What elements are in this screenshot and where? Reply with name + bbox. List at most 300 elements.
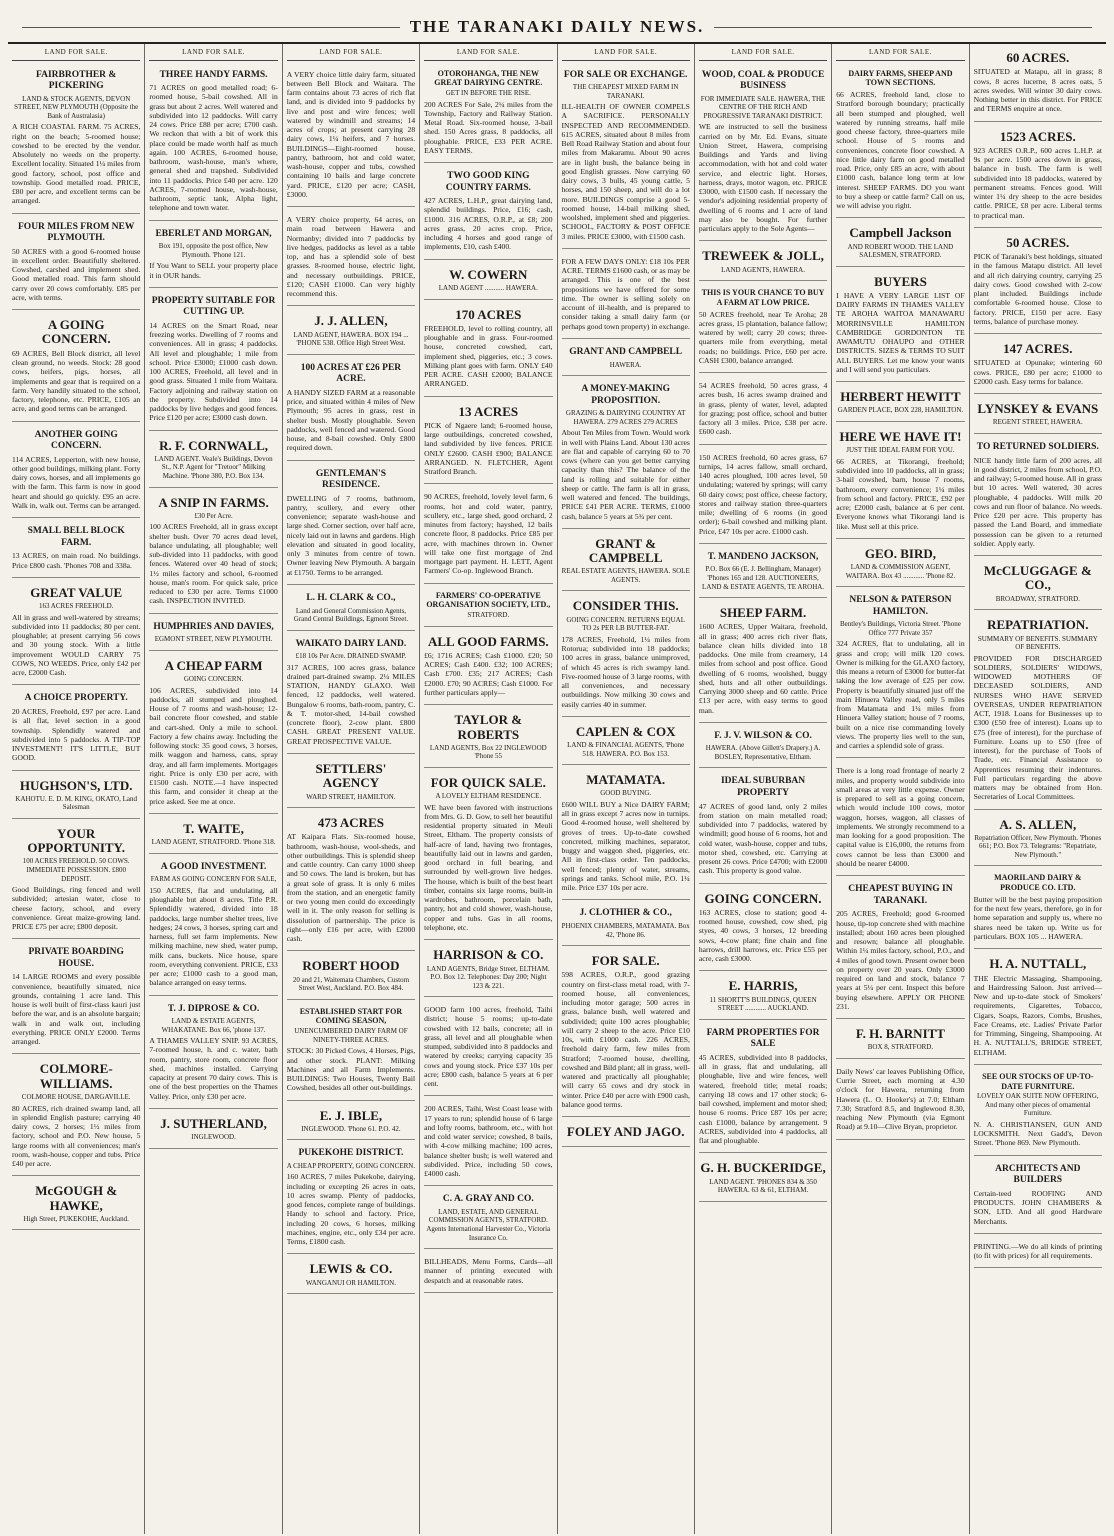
advertisement bbox=[424, 303, 552, 397]
ad-heading: Campbell Jackson bbox=[849, 225, 952, 241]
column-4 bbox=[420, 44, 557, 1534]
ad-heading: FOLEY AND JAGO. bbox=[566, 1124, 685, 1140]
ad-heading: E. HARRIS, bbox=[728, 978, 798, 994]
ad-subheading: 11 SHORTT'S BUILDINGS, QUEEN STREET ............ AUCKLAND. bbox=[709, 995, 817, 1013]
advertisement bbox=[836, 65, 964, 219]
ad-body: 50 ACRES with a good 6-roomed house in excellent order. Beautifully sheltered. Cowshed, carshed and implement shed. Good metalled road. This farm should carry over 20 cows comfortably. £85 per acre, with terms. bbox=[12, 246, 141, 302]
ad-body: 923 ACRES O.R.P., 600 acres L.H.P. at 9s per acre. 1500 acres down in grass, balance in bush. The farm is well subdivided into 18 paddocks, watered by permanent streams. Fences good. Will winter 1¼ dry sheep to the acre besides cattle. PRICE, £8 per acre. Liberal terms to practical man. bbox=[973, 145, 1102, 220]
advertisement bbox=[836, 761, 964, 876]
ad-heading: H. A. NUTTALL, bbox=[989, 956, 1087, 972]
ad-body: PRINTING.—We do all kinds of printing (to fit with prices) for all requirements. bbox=[973, 1241, 1102, 1261]
advertisement bbox=[699, 376, 827, 445]
advertisement bbox=[836, 879, 964, 1019]
ad-heading: HUGHSON'S, LTD. bbox=[19, 777, 133, 793]
ad-body: 324 ACRES, flat to undulating, all in grass and crop; will milk 120 cows. Owner is milking for the GLAXO factory, this means a return of £3000 for butter-fat taking the low average of £25 per cow. Property is beautifully situated just off the main Hinuera Valley road, only 5 miles from Matamata and 1¼ miles from Hinuera Valley station; house of 7 rooms, built on a nice rise commanding lovely views. The property lies well to the sun, and carries a splendid sole of grass. bbox=[836, 639, 965, 751]
ad-subheading: STRATFORD. bbox=[467, 611, 510, 620]
advertisement bbox=[562, 594, 690, 716]
column-header: LAND FOR SALE. bbox=[12, 46, 140, 61]
ad-subheading: SUMMARY OF BENEFITS. SUMMARY OF BENEFITS. bbox=[977, 634, 1098, 652]
ad-heading: F. J. V. WILSON & CO. bbox=[714, 730, 812, 741]
ad-heading: PUKEKOHE DISTRICT. bbox=[298, 1148, 404, 1159]
ad-heading: ALL GOOD FARMS. bbox=[427, 633, 549, 649]
advertisement bbox=[12, 521, 140, 578]
ad-body: 90 ACRES, freehold, lovely level farm, 6 rooms, hot and cold water, pantry, scullery, etc., large shed, good orchard, 2 minutes from factory; hayshed, 12 bails concrete floor, 8 paddocks. Price £85 per acre, with machines thrown in. Owner will take one first mortgage of 2nd mortgage part payment. H. LETT, Agent Farmers' Co-op. Inglewood Branch. bbox=[424, 492, 553, 576]
advertisement bbox=[424, 630, 552, 706]
ad-heading: 60 ACRES. bbox=[1006, 50, 1070, 65]
ad-body: 14 LARGE ROOMS and every possible convenience, beautifully situated, nice grounds, containing 1 acre land. This house is well built of first-class kauri just before the war, and is an absolute bargain; walk in and walk out, including everything. PRICE ONLY £2000. Terms arranged. bbox=[12, 972, 141, 1047]
ad-subheading: A LOVELY ELTHAM RESIDENCE. bbox=[435, 792, 542, 801]
ad-heading: 473 ACRES bbox=[317, 815, 384, 831]
advertisement bbox=[562, 65, 690, 249]
ad-body: 47 ACRES of good land, only 2 miles from station on main metalled road; subdivided into 7 paddocks, watered by windmill; good house of 6 rooms, hot and cold water, wash-house, copper and tubs, motor shed, cowshed, etc. Carrying at present 26 cows. Price £4700; with £2000 cash. This property is good value. bbox=[698, 801, 828, 876]
advertisement bbox=[562, 903, 690, 946]
ad-body: SITUATED at Opunake; wintering 60 cows. PRICE, £80 per acre; £1000 to £2000 cash. Easy terms for balance. bbox=[973, 358, 1102, 386]
advertisement bbox=[974, 952, 1102, 1065]
column-5 bbox=[558, 44, 695, 1534]
advertisement bbox=[562, 1120, 690, 1147]
advertisement bbox=[836, 270, 964, 383]
advertisement bbox=[149, 434, 277, 488]
advertisement bbox=[836, 542, 964, 587]
advertisement bbox=[12, 313, 140, 421]
advertisement bbox=[12, 1057, 140, 1176]
ad-body: 54 ACRES freehold, 50 acres grass, 4 acres bush, 16 acres swamp drained and in grass, plenty of water, level, adapted for grazing; post office, school and butter factory all 3 miles. Price, £38 per acre. £600 cash. bbox=[698, 381, 828, 437]
ad-heading: 13 ACRES bbox=[458, 403, 519, 419]
advertisement bbox=[12, 217, 140, 311]
ad-heading: ESTABLISHED START FOR COMING SEASON, bbox=[299, 1006, 403, 1026]
ad-body: 50 ACRES freehold, near Te Aroha; 28 acres grass, 15 plantation, balance fallow; watered by well; carry 20 cows; three-quarters mile from everything, metal roads; no buildings. Price, £60 per acre. CASH £300, balance arranged. bbox=[698, 309, 828, 365]
advertisement bbox=[149, 999, 277, 1109]
advertisement bbox=[12, 822, 140, 939]
ad-subheading: AND ROBERT WOOD. THE LAND SALESMEN, STRATFORD. bbox=[847, 242, 954, 260]
advertisement bbox=[974, 613, 1102, 809]
ad-subheading: GOING CONCERN. RETURNS EQUAL TO 2s PER LB BUTTER-FAT. bbox=[566, 615, 685, 633]
ad-heading: A GOING CONCERN. bbox=[41, 317, 111, 347]
ad-subheading: WANGANUI OR HAMILTON. bbox=[305, 1278, 396, 1287]
advertisement bbox=[424, 1189, 552, 1249]
column-header: LAND FOR SALE. bbox=[424, 46, 552, 61]
advertisement bbox=[699, 1023, 827, 1154]
advertisement bbox=[699, 448, 827, 544]
ad-body: 66 ACRES, at Tikorangi, freehold; subdivided into 10 paddocks, all in grass; 3-bail cowshed, barn, house 7 rooms, bathroom, every convenience; 1¼ miles from school and factory. PRICE, £92 per acre; £2000 cash, balance at 6 per cent. Everyone knows what Tikorangi land is like. Must sell at this price. bbox=[836, 456, 965, 531]
ad-heading: McGOUGH & HAWKE, bbox=[35, 1183, 118, 1213]
ad-heading: ANOTHER GOING CONCERN. bbox=[34, 429, 118, 452]
ad-subheading: LAND AGENTS, Box 22 INGLEWOOD 'Phone 55 bbox=[429, 743, 547, 761]
ad-body: NICE handy little farm of 200 acres, all in good district, 2 miles from school, P.O. and railway; 5-roomed house. All in grass but 10 acres. Well watered, 30 acres ploughable, 4 paddocks. Will milk 20 cows and run floor of balance. No weeds. Price £20 per acre. This property has passed the Land Board, and immediate possession can be given to a returned soldier. Apply early. bbox=[973, 455, 1102, 548]
ad-heading: A SNIP IN FARMS. bbox=[158, 494, 269, 510]
ad-heading: T. WAITE, bbox=[183, 820, 244, 836]
ad-body: 69 ACRES, Bell Block district, all level clean ground, no weeds. Stock: 28 good cows, heifers, pigs, horses, all implements and gear that is required on a farm. Very handily situated to the school, factory, telephone, etc. PRICE, £105 an acre, and good terms can be arranged. bbox=[12, 348, 141, 414]
ad-body: Daily News' car leaves Publishing Office, Currie Street, each morning at 4.30 o'clock for Hawera, returning from Hawera (L. O. Hooker's) at 7.0; Eltham 7.30; Stratford 8.5, and Inglewood 8.30, reaching New Plymouth (via Egmont Road) at 9.10—Clive Bryan, proprietor. bbox=[836, 1066, 965, 1132]
ad-heading: LYNSKEY & EVANS bbox=[977, 401, 1099, 417]
ad-heading: FOR SALE. bbox=[591, 953, 660, 969]
ad-body: A VERY choice property, 64 acres, on main road between Hawera and Normanby; divided into 7 paddocks by live hedges, paddocks as level as a table top, and has a splendid sole of best grasses. 8-roomed house, electric light, and necessary outbuildings. PRICE, £120; CASH £1000. Can very highly recommend this. bbox=[286, 215, 416, 299]
ad-subheading: LAND & ESTATE AGENTS, WHAKATANE. Box 66, 'phone 137. bbox=[161, 1017, 266, 1034]
ad-heading: SHEEP FARM. bbox=[719, 605, 807, 621]
ad-subheading: Box 191, opposite the post office, New Plymouth. 'Phone 121. bbox=[158, 242, 269, 259]
advertisement bbox=[287, 757, 415, 808]
advertisement bbox=[287, 1104, 415, 1141]
advertisement bbox=[12, 65, 140, 214]
ad-heading: FAIRBROTHER & PICKERING bbox=[36, 69, 117, 92]
ad-subheading: £30 Per Acre. bbox=[194, 511, 233, 520]
ad-body: All in grass and well-watered by streams; subdivided into 11 paddocks; 80 per cent. ploughable; at present carrying 56 cows and 30 young stock. With a little improvement WOULD CARRY 75 COWS, NO WEEDS. Price, only £42 per acre, £2000 Cash. bbox=[12, 612, 141, 678]
advertisement bbox=[836, 221, 964, 266]
ad-heading: A GOOD INVESTMENT. bbox=[160, 861, 267, 872]
ad-heading: TO RETURNED SOLDIERS. bbox=[976, 442, 1099, 453]
ad-subheading: REGENT STREET, HAWERA. bbox=[992, 418, 1083, 427]
advertisement bbox=[424, 166, 552, 260]
advertisement bbox=[12, 774, 140, 819]
ad-body: 45 ACRES, subdivided into 8 paddocks, all in grass, flat and undulating, all ploughable, live and wire fences, well watered, freehold title; metal roads; carrying 18 cows and 17 other stock; 6-bail cowshed, implement and motor shed; house 6 rooms. Price £87 10s per acre; cash £1000, balance by arrangement. 9 ACRES, subdivided into 4 paddocks, all flat and ploughable. bbox=[698, 1052, 828, 1146]
ad-heading: IDEAL SUBURBAN PROPERTY bbox=[720, 776, 806, 799]
advertisement bbox=[287, 464, 415, 585]
advertisement bbox=[562, 720, 690, 765]
columns-container bbox=[8, 44, 1106, 1534]
advertisement bbox=[699, 974, 827, 1019]
column-header: LAND FOR SALE. bbox=[562, 46, 690, 61]
ad-body: WE are instructed to sell the business carried on by Mr. Ed. Evans, situate Union Street, Hawera, comprising Buildings and Yards and living accommodation, with hot and cold water service, and electric light. Horses, harness, drays, motor wagon, etc. PRICE £3000, with £1500 cash. If necessary the vendor's adjoining residential property of dwelling of 6 rooms and 1 acre of land may also be bought. For further particulars apply to the Sole Agents— bbox=[698, 122, 828, 234]
ad-body: I HAVE A VERY LARGE LIST OF DAIRY FARMS IN THAMES VALLEY TE AROHA WAITOA MANAWARU MORRINSVILLE HAMILTON CAMBRIDGE GORDONTON TE AWAMUTU OHAUPO and OTHER DISTRICTS. SIZES & TERMS TO SUIT ALL BUYERS. Let me know your wants and I will send you particulars. bbox=[836, 290, 965, 374]
ad-heading: SMALL BELL BLOCK FARM. bbox=[27, 526, 125, 548]
advertisement bbox=[699, 244, 827, 281]
ad-subheading: THE CHEAPEST MIXED FARM IN TARANAKI. bbox=[572, 83, 679, 100]
ad-subheading: £18 10s Per Acre. DRAINED SWAMP. bbox=[295, 652, 407, 661]
advertisement bbox=[287, 1257, 415, 1294]
ad-body: A VERY choice little dairy farm, situated between Bell Block and Waitara. The farm contains about 73 acres of rich flat land, and is divided into 9 paddocks by live and post and wire fences; well watered by windmill and streams; 14 acres of crops; at present carrying 28 dairy cows, 1¼ heifers, and 7 horses. BUILDINGS—Eight-roomed house, pantry, bathroom, hot and cold water, wash-house, copper and tubs, cowshed containing 10 bails and large concrete yard. PRICE, £120 per acre; CASH, £3000. bbox=[286, 69, 416, 199]
advertisement bbox=[699, 547, 827, 598]
masthead bbox=[8, 14, 1106, 44]
ad-subheading: LAND & COMMISSION AGENT, WAITARA. Box 43 ............ 'Phone 82. bbox=[845, 563, 956, 580]
column-8 bbox=[970, 44, 1106, 1534]
ad-heading: MAORILAND DAIRY & PRODUCE CO. LTD. bbox=[994, 873, 1082, 893]
ad-heading: W. COWERN bbox=[449, 266, 528, 282]
ad-heading: HUMPHRIES AND DAVIES, bbox=[153, 621, 274, 632]
ad-heading: PRIVATE BOARDING HOUSE. bbox=[28, 947, 124, 969]
ad-subheading: 20 and 21, Waitemata Chambers, Custom Street West, Auckland. P.O. Box 484. bbox=[292, 975, 410, 993]
ad-heading: R. F. CORNWALL, bbox=[159, 437, 269, 453]
advertisement bbox=[287, 1143, 415, 1254]
column-header: LAND FOR SALE. bbox=[287, 46, 415, 61]
ad-body: N. A. CHRISTIANSEN, GUN AND LOCKSMITH. Next Gadd's, Devon Street. 'Phone 869. New Plymouth. bbox=[973, 1119, 1102, 1148]
ad-heading: WOOD, COAL & PRODUCE BUSINESS bbox=[701, 69, 825, 92]
ad-heading: T. MANDENO JACKSON, bbox=[707, 551, 819, 562]
ad-subheading: P.O. Box 66 (E. J. Bellingham, Manager) 'Phones 165 and 128. AUCTIONEERS, LAND & ESTATE AGENTS, TE AROHA. bbox=[702, 565, 825, 591]
advertisement bbox=[974, 869, 1102, 949]
ad-body: 150 ACRES freehold, 60 acres grass, 67 turnips, 14 acres fallow, small orchard, 140 acres ploughed, 100 acres level, 50 undulating; watered by springs; will carry 60 dairy cows; post office, cheese factory, stores and railway station three-quarters mile; dwelling of 6 rooms (in good order); 6-bail cowshed and milking plant. Price, £47 10s per acre. £1000 cash. bbox=[698, 452, 828, 536]
ad-heading: HARRISON & CO. bbox=[433, 947, 544, 963]
ad-heading: ARCHITECTS AND BUILDERS bbox=[995, 1163, 1081, 1186]
ad-heading: TAYLOR & ROBERTS bbox=[454, 712, 523, 742]
advertisement bbox=[974, 125, 1102, 228]
advertisement bbox=[562, 949, 690, 1117]
advertisement bbox=[699, 1156, 827, 1201]
ad-body: A THAMES VALLEY SNIP. 93 ACRES, 7-roomed house, h. and c. water, bath room, pantry, store room, concrete floor shed, machines installed. Carrying capacity at present 70 dairy cows. This is one of the best properties on the Thames Valley. Price, only £30 per acre. bbox=[149, 1036, 278, 1101]
ad-body: PICK of Taranaki's best holdings, situated in the famous Matapu district. All level and all rich dairying country, carrying 25 dairy cows. Good cowshed with 2-cow plant included. Buildings include comfortable 6-roomed house. Close to factory. PRICE, £150 per acre. Easy terms, balance of purchase money. bbox=[973, 252, 1102, 326]
ad-heading: CAPLEN & COX bbox=[575, 723, 676, 739]
ad-body: 1600 ACRES, Upper Waitara, freehold, all in grass; 400 acres rich river flats, balance clean hills divided into 18 paddocks. One mile from creamery, 14 miles from school and post office. Good dwelling of 6 rooms, woolshed, buggy shed, huts and all other outbuildings. Carrying 3000 sheep and 60 cattle. Price £13 per acre, with easy terms to good man. bbox=[698, 622, 828, 715]
advertisement bbox=[424, 65, 552, 164]
ad-body: 160 ACRES, 7 miles Pukekohe, dairying, including or excepting 26 acres in oats, 10 acres swamp. Plenty of paddocks, good fences, complete range of buildings. Handy to school and factory. Price, including 20 cows, 6 horses, milking machines, engine, etc., only £34 per acre. Terms, £1800 cash. bbox=[286, 1172, 416, 1247]
column-6 bbox=[695, 44, 832, 1534]
ad-heading: FARMERS' CO-OPERATIVE ORGANISATION SOCIETY, LTD., bbox=[426, 590, 551, 610]
advertisement bbox=[836, 1022, 964, 1059]
ad-body: 20 ACRES, Freehold, £97 per acre. Land is all flat, level section in a good township. Splendidly watered and subdivided into 5 paddocks. A TIP-TOP INVESTMENT! IT'S LITTLE, BUT GOOD. bbox=[12, 707, 141, 763]
ad-body: 598 ACRES, O.R.P., good grazing country on first-class metal road, with 7-roomed house, all conveniences, including motor garage; 500 acres in grass, balance bush, well watered and subdivided; quite 100 acres ploughable; will carry 2 sheep to the acre. Price £10 10s, with £1000 cash. 226 ACRES, freehold dairy farm, few miles from Stratford; 7-roomed house, dwelling, cowshed and Bild plant; all in grass, well-watered and practically all ploughable; will carry 65 cows and dry stock in winter. Price £40 per acre with £900 cash, balance good terms. bbox=[561, 970, 690, 1109]
ad-subheading: LAND AGENT. Veale's Buildings, Devon St., N.P. Agent for "Tretoor" Milking Machine. 'Phone 380, P.O. Box 134. bbox=[154, 454, 273, 481]
advertisement bbox=[424, 487, 552, 583]
ad-subheading: HAWERA. bbox=[609, 360, 642, 369]
advertisement bbox=[562, 768, 690, 900]
ad-body: 13 ACRES, on main road. No buildings. Price £800 cash. 'Phones 708 and 338a. bbox=[12, 551, 141, 570]
ad-subheading: A CHEAP PROPERTY, GOING CONCERN. bbox=[286, 1161, 416, 1170]
masthead-rule-right bbox=[714, 27, 1092, 28]
advertisement bbox=[287, 954, 415, 999]
ad-heading: 50 ACRES. bbox=[1006, 234, 1070, 250]
ad-body: 200 ACRES, Taihi, West Coast lease with 17 years to run; splendid house of 6 large and lofty rooms, bathroom, etc., with hot and cold water service; cowshed, 8 bails, with 4-cow milking machine; 100 acres, balance shelter bush; is well watered and subdivided. Price, including 50 cows, £4000 cash. bbox=[424, 1104, 553, 1179]
advertisement bbox=[699, 65, 827, 242]
ad-heading: COLMORE-WILLIAMS. bbox=[39, 1061, 113, 1091]
ad-subheading: GRAZING & DAIRYING COUNTRY AT HAWERA. 279 ACRES 279 ACRES bbox=[565, 409, 686, 426]
advertisement bbox=[287, 634, 415, 754]
ad-heading: SEE OUR STOCKS OF UP-TO-DATE FURNITURE. bbox=[982, 1071, 1094, 1091]
ad-subheading: INGLEWOOD. 'Phone 61. P.O. 42. bbox=[301, 1124, 401, 1133]
ad-heading: ROBERT HOOD bbox=[302, 958, 400, 974]
advertisement bbox=[424, 400, 552, 485]
ad-heading: WAIKATO DAIRY LAND. bbox=[295, 638, 407, 649]
advertisement bbox=[974, 337, 1102, 394]
ad-body: FOR A FEW DAYS ONLY: £18 10s PER ACRE. TERMS £1600 cash, or as may be arranged. This is one of the best propositions we have offered for some time. The owner is selling solely on account of ill-health, and is prepared to consider taking a small dairy farm (or perhaps good town property) in exchange. bbox=[561, 256, 690, 331]
ad-body: BILLHEADS, Menu Forms, Cards—all manner of printing executed with despatch and at reasonable rates. bbox=[424, 1257, 553, 1285]
ad-body: PROVIDED FOR DISCHARGED SOLDIERS, SOLDIERS' WIDOWS, WIDOWED MOTHERS OF DECEASED SOLDIERS, AND NURSES WHO HAVE SERVED OVERSEAS, UNDER REPATRIATION ACT, 1918. Loans for Businesses up to £300 (£50 free of interest). Loans up to £75 (free of interest), for the purchase of Furniture. Loans up to £50 (free of interest), for the purchase of Tools of Trade, etc. Financial Assistance to Apprentices resuming their indentures. Full particulars regarding the above matters may be obtained from Hon. Secretaries of Local Committees. bbox=[973, 653, 1102, 802]
advertisement bbox=[424, 1252, 552, 1293]
advertisement bbox=[424, 1099, 552, 1186]
advertisement bbox=[699, 771, 827, 883]
ad-subheading: 100 ACRES FREEHOLD. 50 COWS. IMMEDIATE POSSESSION. £800 DEPOSIT. bbox=[22, 857, 130, 883]
advertisement bbox=[836, 425, 964, 539]
advertisement bbox=[12, 942, 140, 1054]
column-7 bbox=[832, 44, 969, 1534]
ad-heading: 1523 ACRES. bbox=[999, 128, 1076, 144]
ad-heading: 100 ACRES AT £26 PER ACRE. bbox=[300, 362, 402, 385]
ad-subheading: LAND AGENT, STRATFORD. 'Phone 318. bbox=[151, 838, 276, 847]
ad-heading: J. J. ALLEN, bbox=[314, 313, 388, 329]
advertisement bbox=[287, 1003, 415, 1101]
ad-subheading: FOR IMMEDIATE SALE. HAWERA, THE CENTRE OF THE RICH AND PROGRESSIVE TARANAKI DISTRICT. bbox=[700, 94, 826, 120]
ad-body: THE Electric Massaging, Shampooing, and Hairdressing Saloon. Just arrived—New and up-to-date stock of Smokers' requirements, Cigarettes, Tobacco, Cigars, Soaps, Razors, Combs, Brushes, Face Creams, etc. Ladies' Private Parlor for Trimming, Singeing, Shampooing. At H. A. NUTTALL'S, BRIDGE STREET, ELTHAM. bbox=[973, 973, 1102, 1057]
advertisement bbox=[149, 491, 277, 614]
column-2 bbox=[145, 44, 282, 1534]
advertisement bbox=[287, 588, 415, 631]
ad-body: 80 ACRES, rich drained swamp land, all in splendid English pasture; carrying 40 dairy cows, 2 horses; 1½ miles from factory, school and P.O. New house, 5 large rooms with all conveniences; man's room, wash-house, copper and tubs. Price £40 per acre. bbox=[12, 1103, 141, 1169]
ad-heading: GREAT VALUE bbox=[30, 584, 123, 600]
advertisement bbox=[836, 590, 964, 758]
ad-subheading: GOOD BUYING. bbox=[600, 789, 652, 798]
ad-subheading: PHOENIX CHAMBERS, MATAMATA. Box 42, 'Phone 86. bbox=[561, 922, 690, 939]
advertisement bbox=[149, 654, 277, 814]
ad-heading: PROPERTY SUITABLE FOR CUTTING UP. bbox=[151, 295, 276, 318]
advertisement bbox=[562, 252, 690, 339]
advertisement bbox=[12, 425, 140, 519]
ad-body: 427 ACRES, L.H.P., great dairying land, splendid buildings. Price, £16; cash, £1000. 316 ACRES, O.R.P., at £8; 200 acres grass, 20 acres crop. Price, including 4 horses and good range of implements, £10, cash £400. bbox=[424, 196, 553, 252]
ad-subheading: LAND AGENTS, HAWERA. bbox=[721, 265, 805, 274]
ad-heading: GRANT & CAMPBELL bbox=[588, 535, 663, 566]
advertisement bbox=[287, 811, 415, 951]
ad-heading: A MONEY-MAKING PROPOSITION. bbox=[581, 384, 670, 406]
ad-heading: REPATRIATION. bbox=[987, 617, 1089, 633]
ad-body: DWELLING of 7 rooms, bathroom, pantry, scullery, and every other convenience; separate wash-house and large shed. Corner section, over half acre, nicely laid out in lawns and gardens. High elevation and situated in good locality, only 3 minutes from centre of town. Owner leaving New Plymouth. A bargain at £1750. Terms to be arranged. bbox=[286, 493, 416, 577]
ad-subheading: KAHOTU. E. D. M. KING, OKATO, Land Salesman bbox=[15, 794, 137, 812]
ad-heading: L. H. CLARK & CO., bbox=[306, 592, 396, 603]
advertisement bbox=[149, 857, 277, 996]
ad-body: £600 WILL BUY a Nice DAIRY FARM; all in grass except 7 acres now in turnips. Good 4-roomed house, well sheltered by groves of trees. Up-to-date cowshed concreted, milking machines, separator, buggy and waggon shed, piggeries, etc. All in first-class order. Ten paddocks, well fenced; plenty of water, streams, springs and tanks. School mile, P.O. 1¼ mile. Price £37 10s per acre. bbox=[561, 799, 690, 893]
ad-heading: F. H. BARNITT bbox=[855, 1026, 945, 1042]
ad-subheading: Repatriation Officer, New Plymouth. 'Phones 661; P.O. Box 73. Telegrams: "Repatriate, New Plymouth." bbox=[974, 833, 1102, 859]
advertisement bbox=[12, 581, 140, 686]
ad-subheading: LAND AGENT, HAWERA. BOX 194 ... 'PHONE 538. Office High Street West. bbox=[293, 330, 409, 348]
ad-body: 71 ACRES on good metalled road; 6-roomed house, 5-bail cowshed. All in grass but about 2 acres. Well watered and subdivided into 12 paddocks. Will carry 24 cows. Price £88 per acre; £700 cash. We reckon that with a bit of work this place could be made worth half as much again. 100 ACRES, 6-roomed house, bathroom, wash-house, man's where, general shed and trapshed. Subdivided into 11 paddocks. Price £40 per acre. 120 ACRES, 7-roomed house, wash-house, bathroom, septic tank, Alpha light, telephone and town water. bbox=[149, 83, 278, 213]
ad-heading: FOUR MILES FROM NEW PLYMOUTH. bbox=[18, 221, 135, 244]
ad-heading: NELSON & PATERSON HAMILTON. bbox=[849, 595, 952, 617]
advertisement bbox=[562, 342, 690, 376]
ad-subheading: GOING CONCERN. bbox=[183, 675, 244, 684]
ad-heading: A. S. ALLEN, bbox=[999, 816, 1077, 832]
advertisement bbox=[562, 532, 690, 592]
advertisement bbox=[699, 726, 827, 769]
ad-body: 106 ACRES, subdivided into 14 paddocks, all stumped and ploughed. House of 7 rooms and wash-house; 12-bail concrete floor cowshed, and stable and cart-shed. Only a mile to school. Factory a few chains away. Including the following stock: 35 good cows, 3 horses, milk waggon and harness, cans, spray dray, and all farm implements. Mortgages right. Price is only £30 per acre, with £1500 cash. NOTE.—I have inspected this farm, and consider it cheap at the price asked. See me at once. bbox=[149, 685, 278, 806]
advertisement bbox=[974, 231, 1102, 334]
ad-heading: McCLUGGAGE & CO., bbox=[983, 563, 1092, 593]
ad-body: AT Kaipara Flats. Six-roomed house, bathroom, wash-house, wool-sheds, and other outbuildings. This is splendid sheep and cattle country. Can carry 1000 sheep and 50 cows. The land is broken, but has a great sole of grass. It is only 6 miles from the station, and an energetic family or two young men could do exceedingly well in it. The only reason for selling is dissolution of partnership. The price is right—only £16 per acre, with £2000 cash. bbox=[286, 832, 416, 944]
advertisement bbox=[12, 1179, 140, 1230]
masthead-title: THE TARANAKI DAILY NEWS. bbox=[409, 17, 705, 36]
ad-subheading: Land and General Commission Agents, Grand Central Buildings, Egmont Street. bbox=[293, 606, 409, 624]
ad-body: 200 ACRES For Sale, 2¼ miles from the Township, Factory and Railway Station. Metal Road. Six-roomed house, 3-bail shed. 150 Acres grass, 8 paddocks, all ploughable. PRICE, £33 PER ACRE. EASY TERMS. bbox=[424, 99, 553, 155]
column-header: LAND FOR SALE. bbox=[149, 46, 277, 61]
ad-body: 100 ACRES Freehold, all in grass except shelter bush. Over 70 acres dead level, balance undulating, all ploughable; well sub-divided into 11 paddocks, with good fences. Watered over 40 head of stock; 1½ miles factory and school, 6-roomed house, man's room. For quick sale, price reduced to £30 per acre. Terms £1000 cash. INSPECTION INVITED. bbox=[149, 522, 278, 606]
ad-heading: J. CLOTHIER & CO., bbox=[579, 908, 672, 919]
ad-heading: J. SUTHERLAND, bbox=[160, 1115, 267, 1131]
ad-subheading: 163 ACRES FREEHOLD. bbox=[38, 602, 114, 611]
ad-subheading: BOX 8, STRATFORD. bbox=[867, 1043, 934, 1052]
ad-body: PICK of Ngaere land; 6-roomed house, large outbuildings, concreted cowshed, land subdivided by live fences. PRICE ONLY £2600. CASH £900; BALANCE ARRANGED. N. FLETCHER, Agent Stratford Branch. bbox=[424, 420, 553, 477]
advertisement bbox=[424, 263, 552, 300]
ad-body: 205 ACRES, Freehold; good 6-roomed house, tip-top concrete shed with machine installed; about 160 acres been ploughed and resown; balance all ploughable. Within 1¼ miles factory, school, P.O., and 4 miles of good town. Present owner been on property over 20 years. Only £3000 required on land and stock, balance 7 years at 5¼ per cent. Inspect this before buying elsewhere. APPLY OR PHONE 231. bbox=[836, 909, 965, 1011]
ad-subheading: REAL ESTATE AGENTS, HAWERA. SOLE AGENTS. bbox=[561, 567, 690, 584]
ad-body: 66 ACRES, freehold land, close to Stratford borough boundary; practically all been stumped and ploughed, well watered by running streams, half mile good cheese factory, three-quarters mile school. House of 5 rooms and conveniences, concrete floor cowshed. A nice little dairy farm on good metalled road. Price, only £85 an acre, with about £1000 cash, balance long term at low interest. SHEEP FARMS. DO you want to buy a sheep or cattle farm? Call on us, we will advise you right. bbox=[836, 90, 965, 211]
advertisement bbox=[836, 1062, 964, 1140]
ad-subheading: LAND AGENT ........... HAWERA. bbox=[438, 284, 538, 293]
ad-heading: CONSIDER THIS. bbox=[572, 598, 679, 614]
advertisement bbox=[149, 617, 277, 651]
ad-heading: T. J. DIPROSE & CO. bbox=[167, 1003, 260, 1014]
ad-heading: HERE WE HAVE IT! bbox=[839, 429, 962, 445]
ad-heading: LEWIS & CO. bbox=[309, 1261, 393, 1277]
ad-body: SITUATED at Matapu, all in grass; 8 cows, 8 acres lucerne, 8 acres oats, 5 acres swedes. Will winter 30 dairy cows. Nothing better in this district. For PRICE and TERMS enquire at once. bbox=[973, 67, 1102, 114]
advertisement bbox=[149, 817, 277, 854]
ad-subheading: LAND & STOCK AGENTS, DEVON STREET, NEW PLYMOUTH (Opposite the Bank of Australasia) bbox=[14, 94, 139, 120]
ad-heading: FARM PROPERTIES FOR SALE bbox=[706, 1027, 820, 1050]
ad-body: If You Want to SELL your property place it in OUR hands. bbox=[149, 261, 278, 280]
ad-heading: MATAMATA. bbox=[586, 772, 666, 788]
advertisement bbox=[562, 379, 690, 529]
advertisement bbox=[699, 601, 827, 723]
ad-subheading: FARM AS GOING CONCERN FOR SALE, bbox=[150, 875, 277, 884]
ad-heading: THREE HANDY FARMS. bbox=[159, 69, 268, 80]
ad-heading: CHEAPEST BUYING IN TARANAKI. bbox=[848, 884, 953, 906]
ad-subheading: HAWERA. (Above Gillett's Drapery.) A. BOSLEY, Representative, Eltham. bbox=[705, 744, 821, 761]
ad-heading: 170 ACRES bbox=[455, 306, 522, 322]
ad-subheading: High Street, PUKEKOHE, Auckland. bbox=[23, 1214, 129, 1223]
advertisement bbox=[287, 65, 415, 208]
advertisement bbox=[12, 688, 140, 770]
ad-subheading: GET IN BEFORE THE RISE. bbox=[445, 89, 531, 98]
advertisement bbox=[424, 943, 552, 997]
ad-body: FREEHOLD, level to rolling country, all ploughable and in grass. Four-roomed house, concreted cowshed, cart, implement shed, piggeries, etc.; 3 cows. Milking plant goes with farm. ONLY £40 PER ACRE. CASH £2000; BALANCE ARRANGED. bbox=[424, 323, 553, 389]
ad-heading: GRANT AND CAMPBELL bbox=[569, 346, 683, 357]
advertisement bbox=[974, 46, 1102, 122]
ad-heading: A CHOICE PROPERTY. bbox=[24, 693, 128, 704]
ad-subheading: UNENCUMBERED DAIRY FARM OF NINETY-THREE ACRES. bbox=[294, 1027, 408, 1044]
advertisement bbox=[974, 397, 1102, 434]
ad-subheading: WARD STREET, HAMILTON. bbox=[306, 792, 396, 801]
ad-heading: FOR SALE OR EXCHANGE. bbox=[563, 69, 688, 80]
ad-body: 163 ACRES, close to station; good 4-roomed house, cowshed, cow shed, pig styes, 40 cows, 3 horses, 12 breeding sows, 4-cow plant; fine chain and fine harrows, drill harrows, etc. Price £55 per acre, cash £3000. bbox=[698, 907, 828, 964]
column-header: LAND FOR SALE. bbox=[836, 46, 964, 61]
ad-subheading: LAND & FINANCIAL AGENTS, 'Phone 518. HAWERA. P.O. Box 153. bbox=[567, 741, 685, 758]
ad-subheading: JUST THE IDEAL FARM FOR YOU. bbox=[846, 446, 955, 455]
column-header: LAND FOR SALE. bbox=[699, 46, 827, 61]
advertisement bbox=[974, 437, 1102, 556]
ad-body: Butter will be the best paying proposition for the next few years, therefore, go in for home separation and supply us, where no shares need be taken up. Write us for particulars. BOX 105 ... HAWERA. bbox=[973, 894, 1102, 941]
ad-subheading: LAND AGENTS, Bridge Street, ELTHAM. P.O. Box 12. Telephones: Day 200; Night 123 & 221. bbox=[426, 964, 550, 990]
ad-subheading: LAND, ESTATE, AND GENERAL COMMISSION AGENTS, STRATFORD. Agents International Harvester Co., Victoria Insurance Co. bbox=[426, 1207, 551, 1242]
ad-subheading: Bentley's Buildings, Victoria Street. 'Phone Office 777 Private 357 bbox=[839, 620, 961, 637]
ad-heading: EBERLET AND MORGAN, bbox=[155, 228, 272, 239]
advertisement bbox=[974, 559, 1102, 610]
advertisement bbox=[149, 291, 277, 431]
ad-subheading: BROADWAY, STRATFORD. bbox=[995, 594, 1080, 603]
ad-heading: BUYERS bbox=[874, 273, 927, 289]
advertisement bbox=[974, 813, 1102, 867]
ad-body: There is a long road frontage of nearly 2 miles, and property would subdivide into small areas at very little expense. Owner is prepared to sell as a going concern, which would include 100 cows, motor waggon, horses, waggon, all classes of implements. We strongly recommend to a man looking for a good proposition. The capital value is £16,000, the returns from cows cannot be less than £3000 and should be nearer £4000. bbox=[836, 766, 965, 868]
ad-body: WE have been favored with instructions from Mrs. G. D. Gow, to sell her beautiful residential property situated in Meuli Street, Eltham. The property consists of half-acre of land, having two frontages, beautifully laid out in lawns and garden, good orchard in full bearing, and surrounded by well-grown live hedges. The house, which is built of the best heart timber, contains six large rooms, built-in wardrobes, bathroom, porcelain bath, pantry, hot and cold shower, wash-house, copper and tubs. Gas in all rooms, telephone, etc. bbox=[424, 802, 553, 932]
ad-heading: YOUR OPPORTUNITY. bbox=[27, 825, 126, 856]
advertisement bbox=[836, 385, 964, 422]
advertisement bbox=[287, 358, 415, 461]
ad-subheading: GARDEN PLACE, BOX 228, HAMILTON. bbox=[837, 406, 964, 415]
advertisement bbox=[699, 284, 827, 373]
ad-heading: GENTLEMAN'S RESIDENCE. bbox=[315, 468, 387, 491]
column-1 bbox=[8, 44, 145, 1534]
ad-heading: OTOROHANGA, THE NEW GREAT DAIRYING CENTRE. bbox=[434, 68, 543, 88]
ad-body: 178 ACRES, Freehold, 1¼ miles from Rotorua; subdivided into 18 paddocks; 100 acres in grass, balance unimproved, of which 45 acres is rich swampy land. Five-roomed house of 3 large rooms, with all conveniences, and necessary outbuildings. Now milking 30 cows and easily carries 40 in summer. bbox=[561, 634, 690, 709]
ad-heading: C. A. GRAY AND CO. bbox=[442, 1194, 534, 1205]
advertisement bbox=[424, 771, 552, 940]
advertisement bbox=[974, 1068, 1102, 1156]
ad-heading: 147 ACRES. bbox=[1003, 341, 1073, 357]
advertisement bbox=[974, 1237, 1102, 1269]
ad-heading: A CHEAP FARM bbox=[164, 657, 263, 673]
advertisement bbox=[149, 1112, 277, 1149]
ad-heading: E. J. IBLE, bbox=[319, 1107, 383, 1123]
ad-heading: GOING CONCERN. bbox=[704, 890, 822, 906]
advertisement bbox=[424, 1000, 552, 1096]
ad-body: Certain-teed ROOFING AND PRODUCTS. JOHN CHAMBERS & SON, LTD. And all good Hardware Merchants. bbox=[973, 1188, 1102, 1226]
ad-heading: THIS IS YOUR CHANCE TO BUY A FARM AT LOW PRICE. bbox=[701, 288, 825, 307]
ad-body: STOCK: 30 Picked Cows, 4 Horses, Pigs, and other stock. PLANT: Milking Machines and all Farm Implements. BUILDINGS: Two Houses, Twenty Bail Cowshed, besides all other out-buildings. bbox=[286, 1046, 416, 1093]
advertisement bbox=[149, 65, 277, 221]
